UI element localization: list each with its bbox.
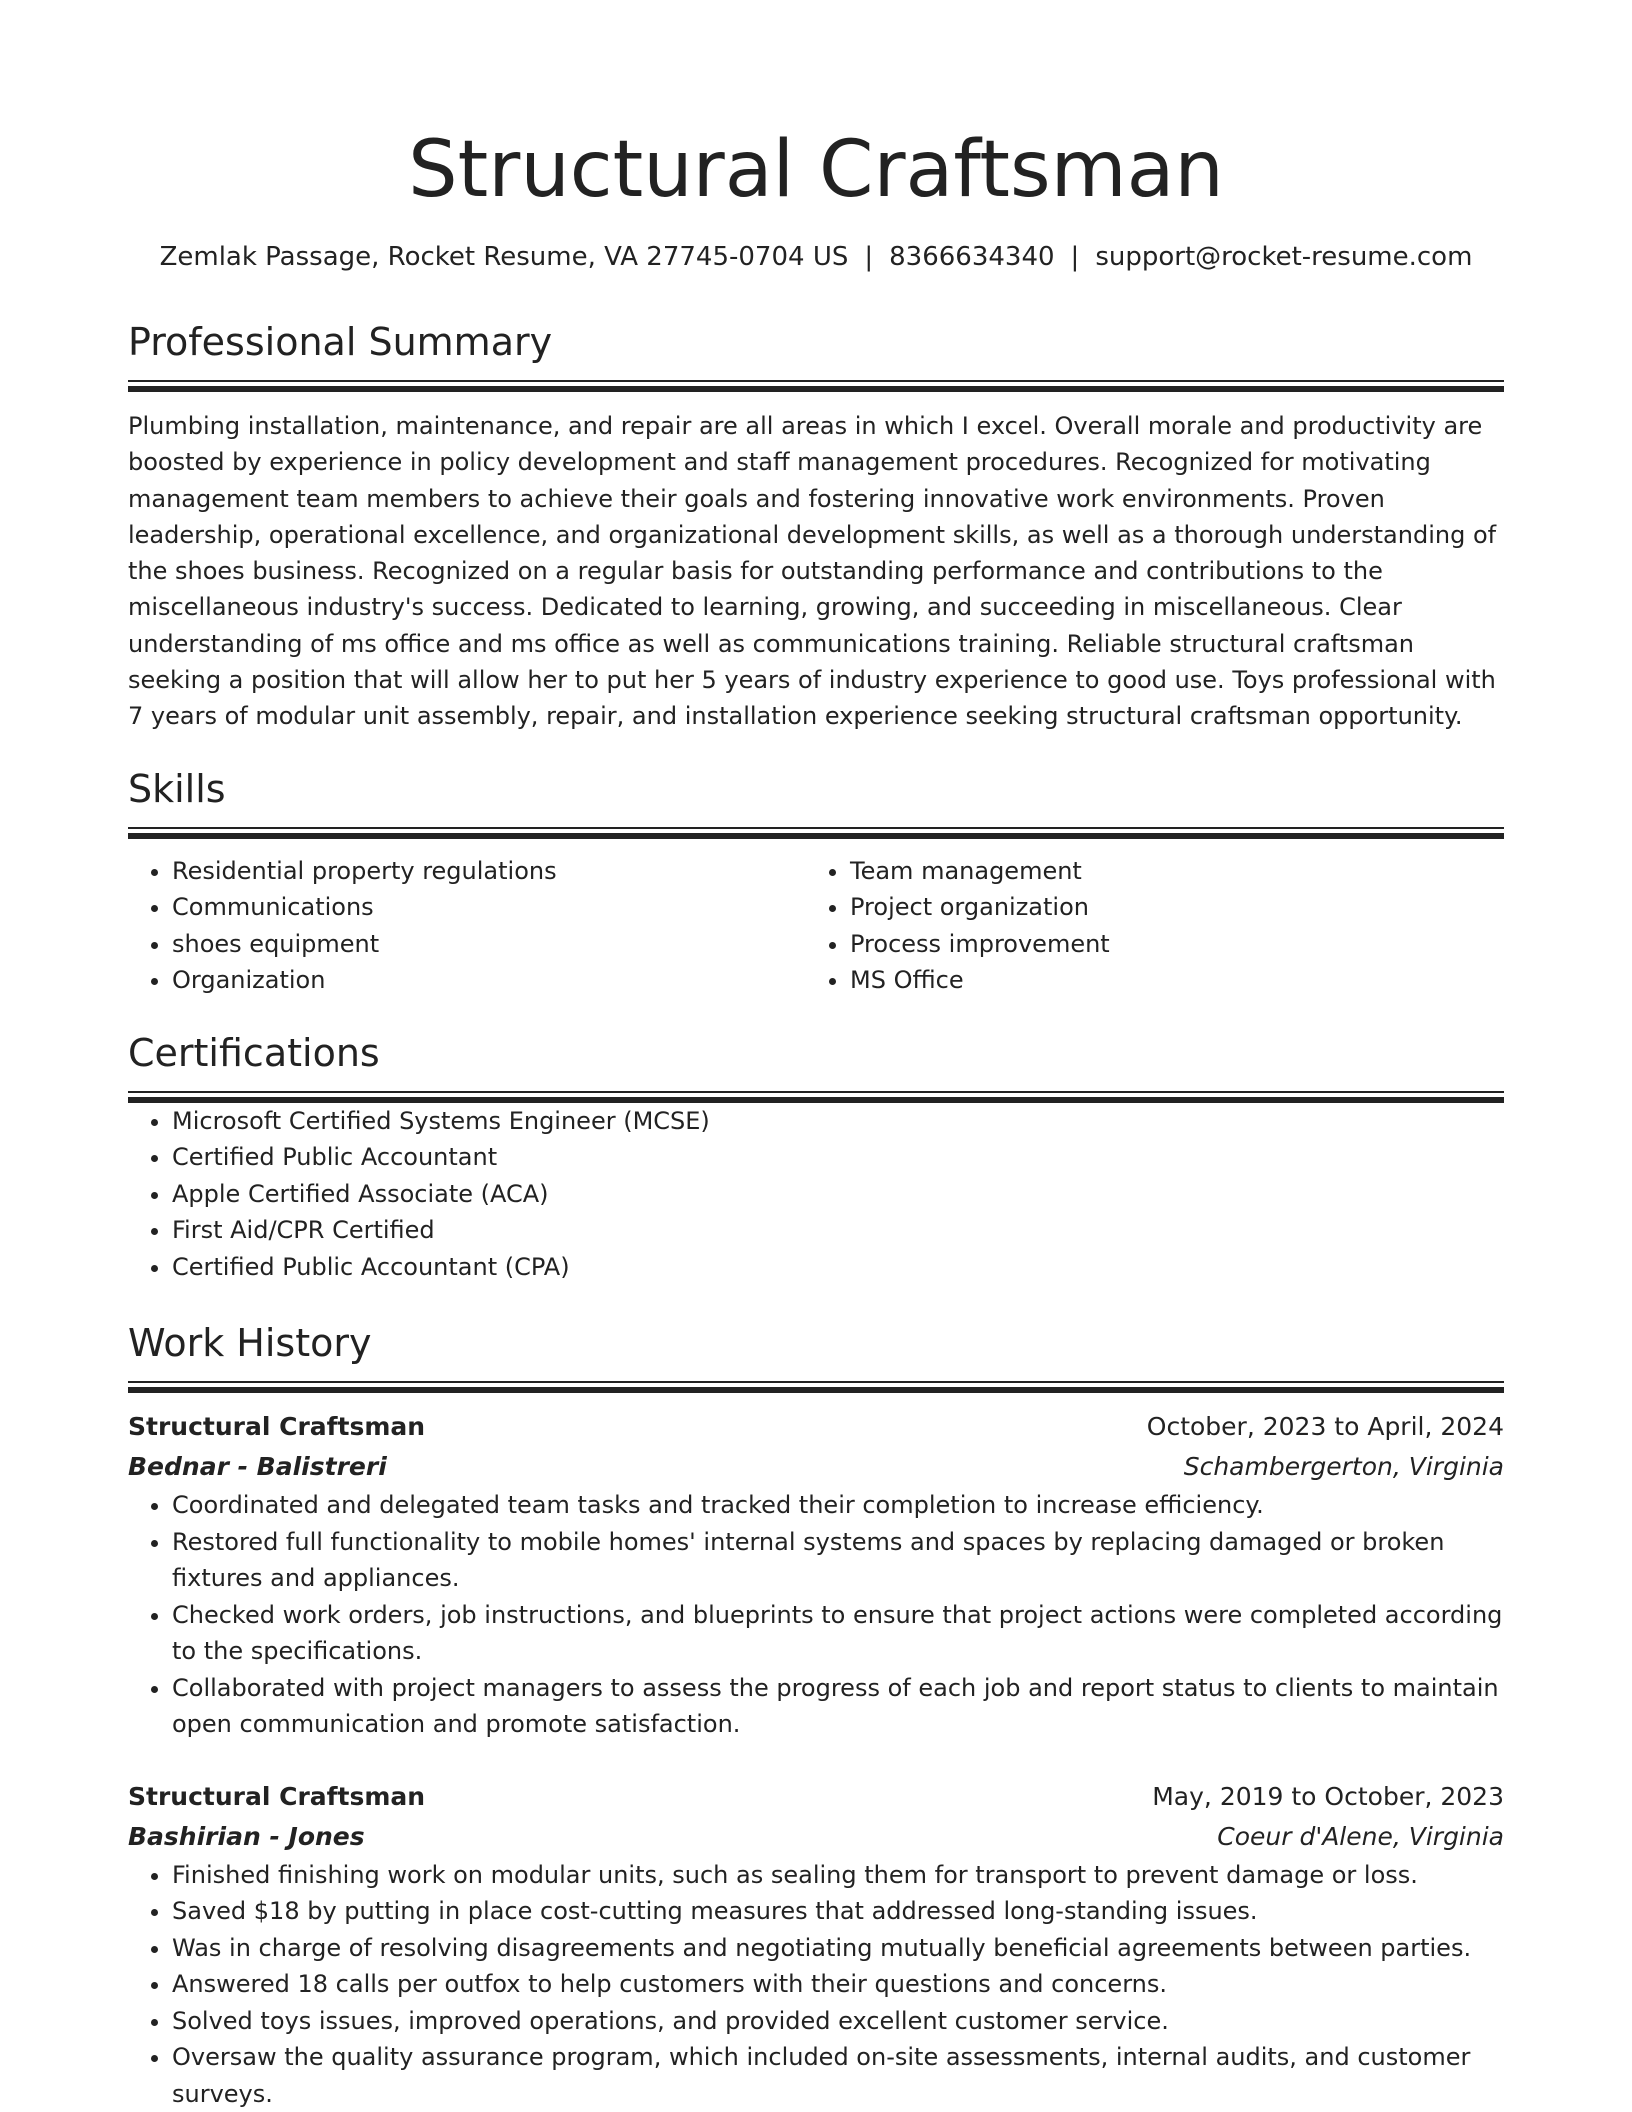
certifications-list [128,1103,1504,1286]
job-bullet: • Oversaw the quality assurance program, which included on-site assessments, internal audits, and customer surveys. [172,2039,1504,2112]
section-title-work-history: Work History [128,1321,372,1366]
contact-phone: 8366634340 [889,242,1055,272]
job-entry [128,1407,1504,1743]
contact-separator: | [1070,242,1080,272]
job-bullet: • Solved toys issues, improved operations, and provided excellent customer service. [172,2003,1504,2040]
certifications-section [128,1029,1504,1286]
section-title-summary: Professional Summary [128,320,553,364]
job-bullet: • Was in charge of resolving disagreements and negotiating mutually beneficial agreements between parties. [172,1930,1504,1967]
skill-item: • Process improvement [850,926,1484,963]
job-company-row [128,1447,1504,1487]
job-header-row [128,1777,1504,1817]
job-bullet: • Finished finishing work on modular units, such as sealing them for transport to prevent damage or loss. [172,1857,1504,1894]
summary-text: Plumbing installation, maintenance, and repair are all areas in which I excel. Overall morale and productivity are boosted by experience in policy development and staff management procedures. Recognized for motivating management team members to achieve their goals and fostering innovative work environments. Proven leadership, operational excellence, and organizational development skills, as well as a thorough understanding of the shoes business. Recognized on a regular basis for outstanding performance and contributions to the miscellaneous industry's success. Dedicated to learning, growing, and succeeding in miscellaneous. Clear understanding of ms office and ms office as well as communications training. Reliable structural craftsman seeking a position that will allow her to put her 5 years of industry experience to good use. Toys professional with 7 years of modular unit assembly, repair, and installation experience seeking structural craftsman opportunity. [128,412,1497,731]
skill-item: • Team management [850,853,1484,890]
certification-item: • Apple Certified Associate (ACA) [172,1176,1504,1213]
job-bullets [128,1857,1504,2112]
contact-line [128,240,1504,274]
job-dates: May, 2019 to October, 2023 [1152,1781,1504,1811]
certification-item: • Certified Public Accountant (CPA) [172,1249,1504,1286]
skill-item: • Communications [172,889,806,926]
job-entry [128,1777,1504,2112]
job-title: Structural Craftsman [128,1412,426,1442]
skill-item: • MS Office [850,962,1484,999]
job-bullets [128,1487,1504,1743]
skill-item: • Organization [172,962,806,999]
certification-item: • Certified Public Accountant [172,1139,1504,1176]
certification-item: • Microsoft Certified Systems Engineer (MCSE) [172,1103,1504,1140]
skills-section [128,765,1504,999]
section-divider [128,1091,1504,1103]
section-divider [128,827,1504,839]
skills-list-right [806,853,1484,999]
job-company-row [128,1817,1504,1857]
skills-list-left [128,853,806,999]
skill-item: • Project organization [850,889,1484,926]
contact-address: Zemlak Passage, Rocket Resume, VA 27745-0704 US [159,242,849,272]
job-dates: October, 2023 to April, 2024 [1146,1412,1504,1442]
job-company: Bashirian - Jones [128,1821,365,1851]
skill-item: • shoes equipment [172,926,806,963]
section-title-certifications: Certifications [128,1030,380,1075]
job-bullet: • Collaborated with project managers to assess the progress of each job and report status to clients to maintain open communication and promote satisfaction. [172,1670,1504,1743]
section-divider [128,380,1504,392]
section-title-skills: Skills [128,766,226,811]
job-location: Coeur d'Alene, Virginia [1217,1821,1504,1851]
resume-page [128,0,1504,2112]
work-history-section [128,1319,1504,2112]
skill-item: • Residential property regulations [172,853,806,890]
job-title: Structural Craftsman [128,1781,426,1811]
summary-section [128,318,1504,735]
resume-name: Structural Craftsman [408,125,1224,215]
job-bullet: • Checked work orders, job instructions, and blueprints to ensure that project actions were completed according to the specifications. [172,1597,1504,1670]
certification-item: • First Aid/CPR Certified [172,1212,1504,1249]
contact-separator: | [864,242,874,272]
job-location: Schambergerton, Virginia [1183,1452,1504,1482]
job-header-row [128,1407,1504,1447]
job-bullet: • Answered 18 calls per outfox to help customers with their questions and concerns. [172,1966,1504,2003]
job-bullet: • Coordinated and delegated team tasks and tracked their completion to increase efficiency. [172,1487,1504,1524]
contact-email[interactable]: support@rocket-resume.com [1095,242,1473,272]
job-company: Bednar - Balistreri [128,1452,387,1482]
skills-grid [128,853,1504,999]
section-divider [128,1381,1504,1393]
job-bullet: • Restored full functionality to mobile homes' internal systems and spaces by replacing damaged or broken fixtures and appliances. [172,1524,1504,1597]
job-bullet: • Saved $18 by putting in place cost-cutting measures that addressed long-standing issues. [172,1893,1504,1930]
